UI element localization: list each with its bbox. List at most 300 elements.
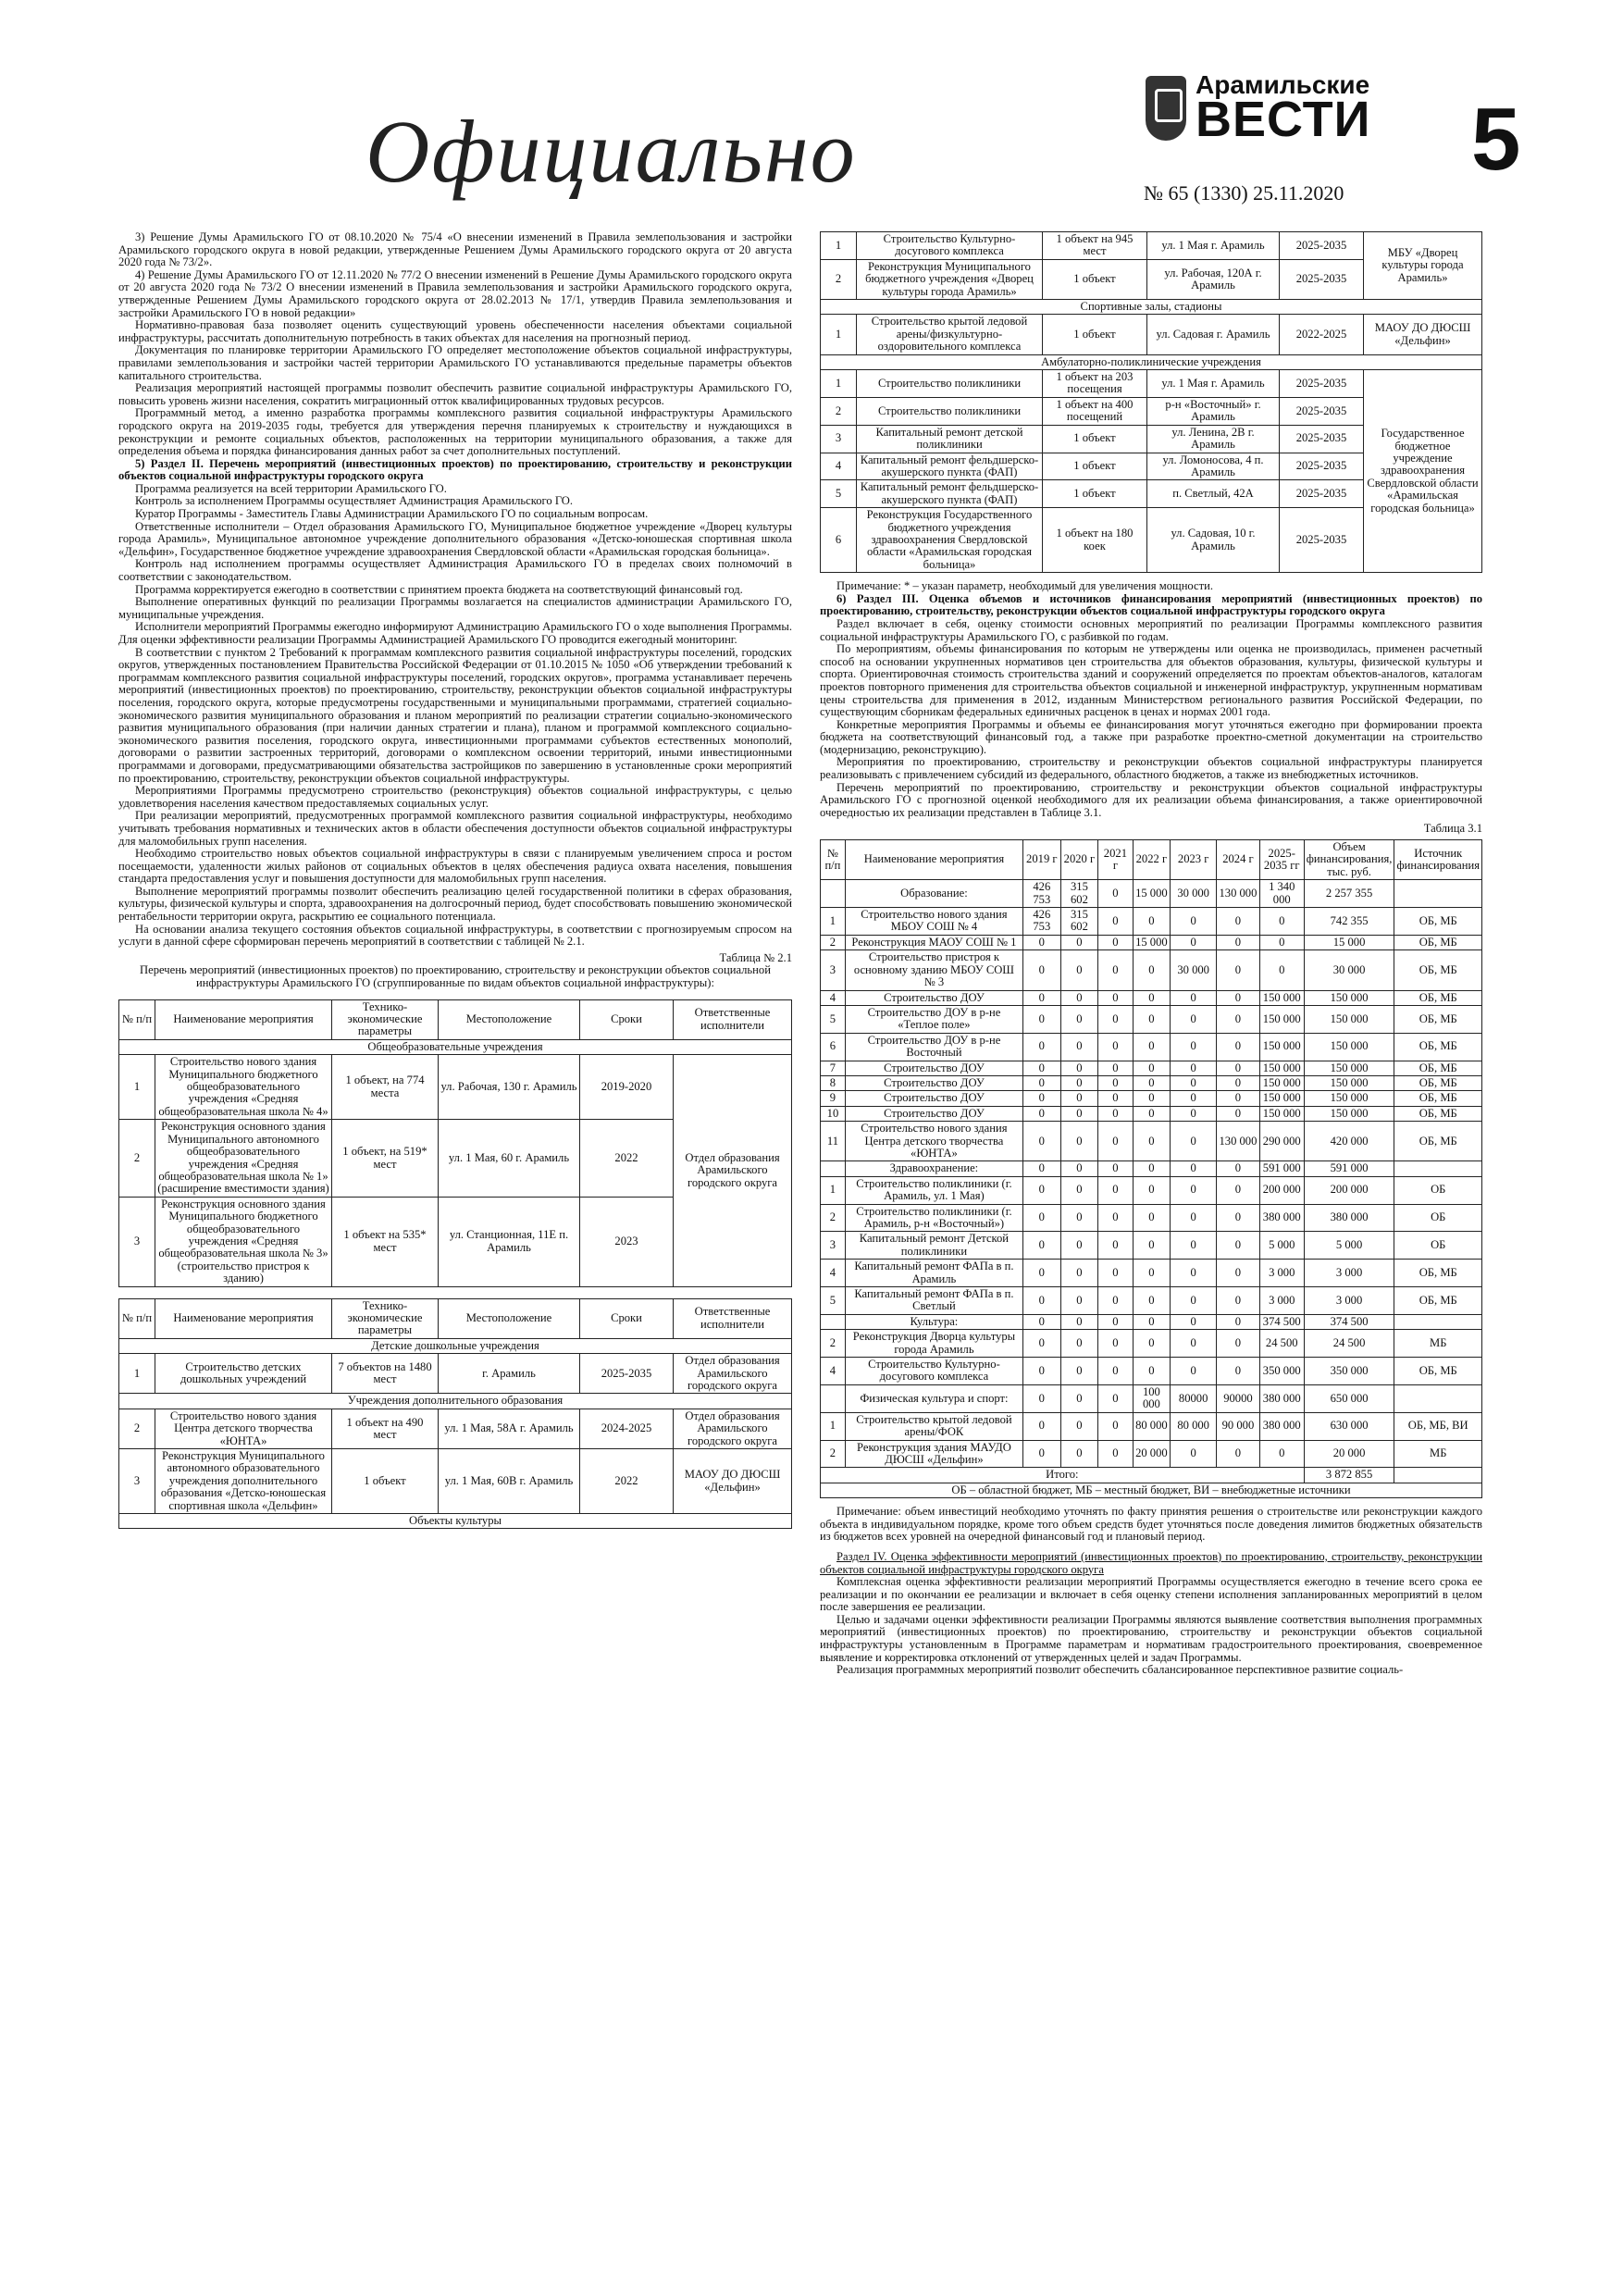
- cell: Строительство крытой ледовой арены/физкультурно-оздоровительного комплекса: [857, 315, 1043, 354]
- table-row: [821, 908, 1482, 936]
- section-heading: 6) Раздел III. Оценка объемов и источников финансирования мероприятий (инвестиционных проектов) по проектированию, строительству, реконструкции объектов социальной инфраструктуры городского округа: [820, 591, 1482, 618]
- cell: 1 объект, на 774 места: [332, 1055, 439, 1120]
- table-title: Перечень мероприятий (инвестиционных проектов) по проектированию, строительству и реконструкции объектов социальной инфраструктуры Арамильского ГО (сгруппированные по видам объектов социальной инфраструктуры):: [140, 963, 771, 990]
- table-row: [119, 1354, 792, 1394]
- cell: 650 000: [1304, 1384, 1394, 1412]
- cell: 0: [1171, 1091, 1217, 1106]
- cell: ул. 1 Мая, 60 г. Арамиль: [439, 1120, 580, 1197]
- cell: 0: [1171, 1358, 1217, 1385]
- cell: 1 объект: [1043, 480, 1147, 508]
- cell: 0: [1023, 1314, 1061, 1329]
- cell: 130 000: [1217, 880, 1260, 908]
- cell: 0: [1098, 1033, 1133, 1061]
- cell: 0: [1133, 1314, 1171, 1329]
- paragraph: Целью и задачами оценки эффективности реализации Программы являются выявление соответствия выполнения программных мероприятий (инвестиционных проектов) по проектированию, строительству и реконструкции объектов социальной инфраструктуры установленным в Программе параметрам и нормативам градостроительного проектирования, своевременное выявление и корректировка отклонений от утвержденных целей и задач Программы.: [820, 1612, 1482, 1664]
- cell: 150 000: [1304, 1106, 1394, 1121]
- header-cell: № п/п: [119, 1298, 155, 1338]
- cell: 150 000: [1304, 1091, 1394, 1106]
- paragraph: Нормативно-правовая база позволяет оценить существующий уровень обеспеченности населения объектами социальной инфраструктуры, рассчитать дополнительную потребность в таких объектах для населения на прогнозный период.: [118, 318, 792, 344]
- paragraph: Программа корректируется ежегодно в соответствии с принятием проекта бюджета на соответствующий финансовый год.: [135, 582, 743, 596]
- table-caption: Таблица № 2.1: [719, 950, 792, 964]
- cell: 5: [821, 1005, 846, 1033]
- paragraph: Необходимо строительство новых объектов социальной инфраструктуры в связи с планируемым увеличением спроса и ростом посещаемости, удаленности жилых районов от социальных объектов в целях обеспечения радиуса охвата населения, повышения стандарта предоставления услуг и повышения доступности для маломобильных групп населения.: [118, 847, 792, 886]
- cell: 150 000: [1259, 1033, 1304, 1061]
- cell: 2025-2035: [1280, 259, 1364, 299]
- cell: 0: [1060, 1161, 1098, 1176]
- cell: 0: [1171, 1122, 1217, 1161]
- cell: 0: [1133, 1358, 1171, 1385]
- cell: 0: [1133, 1260, 1171, 1287]
- legend-row: [821, 1483, 1482, 1497]
- cell: ул. Станционная, 11Е п. Арамиль: [439, 1197, 580, 1286]
- cell: 0: [1023, 950, 1061, 990]
- cell: 6: [821, 508, 857, 573]
- cell: 0: [1171, 990, 1217, 1005]
- cell: [1394, 1384, 1482, 1412]
- cell: Строительство ДОУ: [845, 1075, 1022, 1090]
- cell: 150 000: [1259, 1091, 1304, 1106]
- cell: 0: [1098, 1122, 1133, 1161]
- table-2-1-continued: [118, 1298, 792, 1530]
- cell: 0: [1023, 1161, 1061, 1176]
- cell: 0: [1023, 1091, 1061, 1106]
- cell: 3 000: [1304, 1287, 1394, 1315]
- cell: 0: [1098, 1412, 1133, 1440]
- cell: 0: [1060, 1176, 1098, 1204]
- cell: 20 000: [1304, 1440, 1394, 1468]
- table-body: [821, 880, 1482, 1468]
- cell: 0: [1023, 1412, 1061, 1440]
- cell: г. Арамиль: [439, 1354, 580, 1394]
- cell: Отдел образования Арамильского городского округа: [674, 1354, 792, 1394]
- paragraph: Программа реализуется на всей территории Арамильского ГО.: [135, 481, 447, 495]
- cell: 5 000: [1304, 1232, 1394, 1260]
- paragraph: Конкретные мероприятия Программы и объемы ее финансирования могут уточняться ежегодно при формировании проекта бюджета на соответствующий финансовый год, а также при разработке проектно-сметной документации на строительство (модернизацию, реконструкцию).: [820, 717, 1482, 756]
- cell: 0: [1217, 1091, 1260, 1106]
- table-row: [821, 1232, 1482, 1260]
- cell: ОБ, МБ: [1394, 1061, 1482, 1075]
- cell: 0: [1060, 1204, 1098, 1232]
- cell: Реконструкция основного здания Муниципального автономного общеобразовательного учреждения «Средняя общеобразовательная школа № 1» (расширение вместимости здания): [155, 1120, 332, 1197]
- cell: 0: [1217, 1314, 1260, 1329]
- cell: 0: [1259, 950, 1304, 990]
- cell: Строительство ДОУ в р-не «Теплое поле»: [845, 1005, 1022, 1033]
- note: Примечание: * – указан параметр, необходимый для увеличения мощности.: [836, 579, 1214, 593]
- cell: 380 000: [1259, 1204, 1304, 1232]
- cell: 0: [1098, 1061, 1133, 1075]
- header-cell: Ответственные исполнители: [674, 1298, 792, 1338]
- header-cell: № п/п: [821, 840, 846, 880]
- table-row: [119, 1409, 792, 1448]
- cell: ОБ, МБ: [1394, 1260, 1482, 1287]
- section-cell: Детские дошкольные учреждения: [119, 1338, 792, 1353]
- cell: 0: [1098, 1075, 1133, 1090]
- header-cell: Источник финансирования: [1394, 840, 1482, 880]
- cell: [821, 1161, 846, 1176]
- cell: ОБ, МБ: [1394, 1005, 1482, 1033]
- header-cell: 2019 г: [1023, 840, 1061, 880]
- cell: Строительство детских дошкольных учреждений: [155, 1354, 332, 1394]
- cell: 1 объект на 400 посещений: [1043, 397, 1147, 425]
- cell: Отдел образования Арамильского городского округа: [674, 1409, 792, 1448]
- cell: 0: [1060, 1033, 1098, 1061]
- cell: 0: [1133, 908, 1171, 936]
- cell: Реконструкция Муниципального автономного образовательного учреждения дополнительного образования «Детско-юношеская спортивная школа «Дельфин»: [155, 1449, 332, 1514]
- cell: 150 000: [1259, 1061, 1304, 1075]
- header-cell: Местоположение: [439, 999, 580, 1039]
- total-row: [821, 1468, 1482, 1483]
- table-row: [821, 1075, 1482, 1090]
- cell: 4: [821, 453, 857, 480]
- table-row: [821, 935, 1482, 949]
- cell: 0: [1060, 1440, 1098, 1468]
- cell: 0: [1171, 1204, 1217, 1232]
- cell: 90 000: [1217, 1412, 1260, 1440]
- cell: 1: [821, 370, 857, 398]
- cell: 150 000: [1259, 990, 1304, 1005]
- cell: 0: [1171, 935, 1217, 949]
- cell: 0: [1060, 1122, 1098, 1161]
- cell: 0: [1133, 1176, 1171, 1204]
- cell: п. Светлый, 42А: [1147, 480, 1280, 508]
- cell: 2022-2025: [1280, 315, 1364, 354]
- legend-cell: ОБ – областной бюджет, МБ – местный бюджет, ВИ – внебюджетные источники: [821, 1483, 1482, 1497]
- section-row: [119, 1039, 792, 1054]
- cell: 0: [1217, 1260, 1260, 1287]
- cell: 15 000: [1304, 935, 1394, 949]
- cell: [1394, 1314, 1482, 1329]
- cell: ОБ, МБ: [1394, 1106, 1482, 1121]
- cell: 11: [821, 1122, 846, 1161]
- cell: 0: [1060, 1260, 1098, 1287]
- table-row: [821, 370, 1482, 398]
- cell: 742 355: [1304, 908, 1394, 936]
- cell: 0: [1098, 1287, 1133, 1315]
- section-row: [821, 354, 1482, 369]
- paragraph: По мероприятиям, объемы финансирования по которым не утверждены или оценка не производилась, применен расчетный способ на основании укрупненных нормативов цен строительства для объектов образования, культуры, физической культуры и спорта. Ориентировочная стоимость строительства зданий и сооружений определяется по проектам объектов-аналогов, каталогам проектов повторного применения для строительства объектов социальной и инженерной инфраструктур, укрупненным нормативам цены строительства для применения в 2012, изданным Министерством регионального развития Российской Федерации, по существующим сборникам федеральных единичных расценок в ценах и нормах 2001 года.: [820, 642, 1482, 719]
- table-row: [821, 315, 1482, 354]
- total-value: 3 872 855: [1304, 1468, 1394, 1483]
- cell: 0: [1098, 908, 1133, 936]
- cell: 0: [1217, 1161, 1260, 1176]
- cell: 150 000: [1304, 1005, 1394, 1033]
- table-3-1: [820, 839, 1482, 1498]
- cell: 0: [1098, 1161, 1133, 1176]
- table-header-row: [119, 999, 792, 1039]
- header-cell: Местоположение: [439, 1298, 580, 1338]
- cell: 9: [821, 1091, 846, 1106]
- cell: 0: [1259, 908, 1304, 936]
- paragraph: Комплексная оценка эффективности реализации мероприятий Программы осуществляется ежегодно в течение всего срока ее реализации и по окончании ее реализации и включает в себя оценку степени исполнения запланированных мероприятий в целом после завершения ее реализации.: [820, 1575, 1482, 1614]
- cell: ул. Ломоносова, 4 п. Арамиль: [1147, 453, 1280, 480]
- table-header-row: [119, 1298, 792, 1338]
- page-number: 5: [1471, 90, 1521, 189]
- cell: 0: [1171, 1005, 1217, 1033]
- cell: 0: [1098, 1091, 1133, 1106]
- cell: 426 753: [1023, 880, 1061, 908]
- cell: 0: [1060, 1005, 1098, 1033]
- cell: 0: [1133, 1232, 1171, 1260]
- cell: 0: [1060, 1358, 1098, 1385]
- cell: 0: [1098, 1176, 1133, 1204]
- cell: 1 объект на 203 посещения: [1043, 370, 1147, 398]
- cell: 591 000: [1259, 1161, 1304, 1176]
- cell: МБ: [1394, 1440, 1482, 1468]
- cell: 30 000: [1304, 950, 1394, 990]
- cell: 0: [1171, 1176, 1217, 1204]
- cell: 0: [1060, 1314, 1098, 1329]
- cell: 0: [1217, 1440, 1260, 1468]
- cell: 80000: [1171, 1384, 1217, 1412]
- table-row: [821, 990, 1482, 1005]
- header-cell: № п/п: [119, 999, 155, 1039]
- cell: 0: [1217, 935, 1260, 949]
- cell: 1 объект, на 519* мест: [332, 1120, 439, 1197]
- cell: 0: [1023, 1384, 1061, 1412]
- cell: 3: [119, 1449, 155, 1514]
- cell: 0: [1023, 1106, 1061, 1121]
- cell: ОБ, МБ: [1394, 990, 1482, 1005]
- left-column: [118, 231, 792, 1529]
- cell: 0: [1023, 1061, 1061, 1075]
- cell: 1 объект: [1043, 453, 1147, 480]
- section-heading: 5) Раздел II. Перечень мероприятий (инвестиционных проектов) по проектированию, строительству и реконструкции объектов социальной инфраструктуры городского округа: [118, 456, 792, 483]
- cell: 0: [1217, 1106, 1260, 1121]
- cell: 10: [821, 1106, 846, 1121]
- cell: 0: [1133, 1161, 1171, 1176]
- cell: 2: [119, 1120, 155, 1197]
- cell: Культура:: [845, 1314, 1022, 1329]
- section-cell: Общеобразовательные учреждения: [119, 1039, 792, 1054]
- cell: 0: [1217, 1287, 1260, 1315]
- paragraph: Выполнение оперативных функций по реализации Программы возлагается на специалистов администрации Арамильского ГО, муниципальные учреждения.: [118, 595, 792, 621]
- section-cell: Спортивные залы, стадионы: [821, 300, 1482, 315]
- cell: Строительство нового здания МБОУ СОШ № 4: [845, 908, 1022, 936]
- paragraph: Раздел включает в себя, оценку стоимости основных мероприятий по реализации Программы комплексного развития социальной инфраструктуры Арамильского ГО, с разбивкой по годам.: [820, 616, 1482, 643]
- cell: 2025-2035: [1280, 480, 1364, 508]
- cell: 0: [1133, 1005, 1171, 1033]
- cell: 0: [1217, 1033, 1260, 1061]
- table-caption: Таблица 3.1: [1423, 822, 1482, 836]
- header-cell: 2024 г: [1217, 840, 1260, 880]
- cell: 0: [1023, 1330, 1061, 1358]
- cell: 0: [1171, 1314, 1217, 1329]
- cell: 2: [821, 935, 846, 949]
- cell: Строительство ДОУ: [845, 990, 1022, 1005]
- cell: 0: [1023, 1232, 1061, 1260]
- cell: 0: [1023, 1260, 1061, 1287]
- cell: 0: [1060, 990, 1098, 1005]
- cell: 315 602: [1060, 880, 1098, 908]
- cell: 2: [821, 397, 857, 425]
- page-title: Официально: [365, 102, 857, 201]
- table-row: [821, 1358, 1482, 1385]
- cell: 1: [821, 1412, 846, 1440]
- cell: 630 000: [1304, 1412, 1394, 1440]
- newspaper-logo: [1146, 67, 1371, 150]
- cell: 2: [821, 1204, 846, 1232]
- cell: 150 000: [1259, 1106, 1304, 1121]
- cell: 1 340 000: [1259, 880, 1304, 908]
- cell: ОБ, МБ: [1394, 950, 1482, 990]
- cell: 0: [1133, 1033, 1171, 1061]
- cell: 0: [1171, 1106, 1217, 1121]
- cell: Строительство ДОУ: [845, 1091, 1022, 1106]
- header-cell: Объем финансирования, тыс. руб.: [1304, 840, 1394, 880]
- paragraph: Контроль над исполнением программы осуществляет Администрация Арамильского ГО в пределах своих полномочий в соответствии с законодательством.: [118, 557, 792, 584]
- cell: 3 000: [1259, 1260, 1304, 1287]
- header-cell: Технико-экономические параметры: [332, 999, 439, 1039]
- cell: 200 000: [1304, 1176, 1394, 1204]
- cell: ОБ, МБ: [1394, 1122, 1482, 1161]
- header-cell: 2023 г: [1171, 840, 1217, 880]
- table-row: [821, 1091, 1482, 1106]
- cell: 380 000: [1259, 1384, 1304, 1412]
- paragraph: Куратор Программы - Заместитель Главы Администрации Арамильского ГО по социальным вопросам.: [135, 507, 649, 521]
- section-row: [119, 1514, 792, 1529]
- cell: 1 объект на 180 коек: [1043, 508, 1147, 573]
- cell: 0: [1098, 1005, 1133, 1033]
- table-row: [119, 1449, 792, 1514]
- cell: 0: [1098, 935, 1133, 949]
- cell: Строительство ДОУ в р-не Восточный: [845, 1033, 1022, 1061]
- paragraph: Исполнители мероприятий Программы ежегодно информируют Администрацию Арамильского ГО о ходе выполнения Программы. Для оценки эффективности реализации Программы Администрацией Арамильского ГО проводится ежегодный мониторинг.: [118, 620, 792, 646]
- cell: Строительство пристроя к основному зданию МБОУ СОШ № 3: [845, 950, 1022, 990]
- cell: 1: [119, 1055, 155, 1120]
- table-2-1: [118, 999, 792, 1287]
- cell: 2022: [580, 1449, 674, 1514]
- header-cell: Сроки: [580, 1298, 674, 1338]
- cell: 1: [821, 315, 857, 354]
- cell: [821, 880, 846, 908]
- cell: 150 000: [1259, 1005, 1304, 1033]
- cell: Строительство поликлиники: [857, 370, 1043, 398]
- paragraph: Реализация программных мероприятий позволит обеспечить сбалансированное перспективное развитие социаль-: [836, 1663, 1404, 1677]
- cell: 130 000: [1217, 1122, 1260, 1161]
- cell: МБ: [1394, 1330, 1482, 1358]
- cell: Реконструкция Муниципального бюджетного учреждения «Дворец культуры города Арамиль»: [857, 259, 1043, 299]
- paragraph: Мероприятия по проектированию, строительству и реконструкции объектов социальной инфраструктуры планируется реализовывать с привлечением субсидий из федерального, областного бюджетов, а также из внебюджетных источников.: [820, 755, 1482, 782]
- cell: 0: [1259, 1440, 1304, 1468]
- cell: 200 000: [1259, 1176, 1304, 1204]
- cell: 24 500: [1304, 1330, 1394, 1358]
- cell: 0: [1060, 1061, 1098, 1075]
- cell: Капитальный ремонт фельдшерско-акушерского пункта (ФАП): [857, 480, 1043, 508]
- cell: 2025-2035: [1280, 397, 1364, 425]
- cell: 3: [119, 1197, 155, 1286]
- cell: Строительство ДОУ: [845, 1061, 1022, 1075]
- paragraph: Выполнение мероприятий программы позволит обеспечить реализацию целей государственной политики в сферах образования, культуры, физической культуры и спорта, здравоохранения на долгосрочный период, будет способствовать повышению экономической рентабельности территории округа, раскрытию ее социального потенциала.: [118, 884, 792, 924]
- cell: 2: [821, 1330, 846, 1358]
- table-row: [821, 1005, 1482, 1033]
- cell: 591 000: [1304, 1161, 1394, 1176]
- table-row: [821, 1033, 1482, 1061]
- cell: 1: [821, 1176, 846, 1204]
- cell: 0: [1171, 1260, 1217, 1287]
- paragraph: 4) Решение Думы Арамильского ГО от 12.11.2020 № 77/2 О внесении изменений в Решение Думы Арамильского городского округа от 20 августа 2020 года № 73/2 О внесении изменений в Правила землепользования и застройки Арамильского городского округа, утвержденные Решением Думы Арамильского городского округа от 28.02.2013 № 17/1, утвердив Правила землепользования и застройки Арамильского ГО в новой редакции»: [118, 267, 792, 319]
- cell: 0: [1171, 908, 1217, 936]
- paragraph: Документация по планировке территории Арамильского ГО определяет местоположение объектов социальной инфраструктуры, правилами землепользования и застройки частей территории Арамильского ГО устанавливаются предельные параметры объектов капитального строительства.: [118, 343, 792, 382]
- cell: 0: [1217, 1204, 1260, 1232]
- cell: 2: [821, 259, 857, 299]
- cell: 2019-2020: [580, 1055, 674, 1120]
- table-row: [821, 1440, 1482, 1468]
- cell: 30 000: [1171, 880, 1217, 908]
- cell: 15 000: [1133, 935, 1171, 949]
- cell: 150 000: [1304, 1033, 1394, 1061]
- cell: 0: [1023, 1287, 1061, 1315]
- cell: 0: [1060, 1412, 1098, 1440]
- cell: 2: [119, 1409, 155, 1448]
- cell: 0: [1098, 1358, 1133, 1385]
- cell: ОБ, МБ: [1394, 935, 1482, 949]
- table-row: [821, 1122, 1482, 1161]
- cell: 0: [1098, 990, 1133, 1005]
- cell: 8: [821, 1075, 846, 1090]
- header-cell: 2025-2035 гг: [1259, 840, 1304, 880]
- cell: 150 000: [1304, 990, 1394, 1005]
- group-row: [821, 1314, 1482, 1329]
- cell: 5: [821, 480, 857, 508]
- cell: ОБ, МБ: [1394, 1075, 1482, 1090]
- cell: 0: [1133, 1287, 1171, 1315]
- cell: 0: [1133, 1075, 1171, 1090]
- table-row: [821, 1176, 1482, 1204]
- cell: ул. Рабочая, 130 г. Арамиль: [439, 1055, 580, 1120]
- total-label: Итого:: [821, 1468, 1305, 1483]
- cell: 2025-2035: [1280, 425, 1364, 453]
- cell: Реконструкция здания МАУДО ДЮСШ «Дельфин»: [845, 1440, 1022, 1468]
- cell: 0: [1217, 1176, 1260, 1204]
- table-row: [821, 1260, 1482, 1287]
- cell: 0: [1023, 990, 1061, 1005]
- cell: 15 000: [1133, 880, 1171, 908]
- cell: 0: [1023, 1358, 1061, 1385]
- cell: 80 000: [1171, 1412, 1217, 1440]
- cell: 1 объект: [1043, 259, 1147, 299]
- cell: 0: [1098, 880, 1133, 908]
- cell: 2022: [580, 1120, 674, 1197]
- table-row: [821, 950, 1482, 990]
- cell: 5: [821, 1287, 846, 1315]
- paragraph: 3) Решение Думы Арамильского ГО от 08.10.2020 № 75/4 «О внесении изменений в Правила землепользования и застройки Арамильского городского округа в новой редакции, утвержденные Решением Думы Арамильского городского округа от 20 августа 2020 года № 73/2».: [118, 230, 792, 269]
- cell: 0: [1060, 1091, 1098, 1106]
- table-header-row: [821, 840, 1482, 880]
- paragraph: В соответствии с пунктом 2 Требований к программам комплексного развития социальной инфраструктуры поселений, городских округов, утвержденных постановлением Правительства Российской Федерации от 01.10.2015 № 1050 «Об утверждении требований к программам комплексного развития социальной инфраструктуры поселений, городских округов», программа устанавливает перечень мероприятий (инвестиционных проектов) по проектированию, строительству, реконструкции объектов социальной инфраструктуры поселения, городского округа, которые предусмотрены государственными и муниципальными программами, стратегией социально-экономического развития муниципального образования и планом мероприятий по реализации стратегии социально-экономического развития муниципального образования (при наличии данных стратегии и плана), планом и программой комплексного социально-экономического развития поселения, городского округа, инвестиционными программами субъектов естественных монополий, договорами о развитии застроенных территорий, договорами о комплексном освоении территорий, иными инвестиционными программами и договорами, предусматривающими обязательства застройщиков по завершению в установленные сроки мероприятий по проектированию, строительству, реконструкции объектов социальной инфраструктуры.: [118, 645, 792, 785]
- cell: 2025-2035: [1280, 232, 1364, 260]
- cell: 3: [821, 950, 846, 990]
- cell: [821, 1384, 846, 1412]
- cell: 2: [821, 1440, 846, 1468]
- header-cell: 2022 г: [1133, 840, 1171, 880]
- cell: Капитальный ремонт ФАПа в п. Светлый: [845, 1287, 1022, 1315]
- cell: Строительство Культурно-досугового комплекса: [857, 232, 1043, 260]
- cell: Физическая культура и спорт:: [845, 1384, 1022, 1412]
- cell: 1 объект на 490 мест: [332, 1409, 439, 1448]
- cell: Государственное бюджетное учреждение здравоохранения Свердловской области «Арамильская городская больница»: [1364, 370, 1482, 573]
- cell: Отдел образования Арамильского городского округа: [674, 1055, 792, 1286]
- cell: 6: [821, 1033, 846, 1061]
- cell: ул. 1 Мая г. Арамиль: [1147, 370, 1280, 398]
- cell: 3: [821, 1232, 846, 1260]
- cell: 90000: [1217, 1384, 1260, 1412]
- cell: 0: [1098, 1330, 1133, 1358]
- cell: ОБ, МБ: [1394, 1033, 1482, 1061]
- section-row: [119, 1394, 792, 1409]
- cell: 350 000: [1259, 1358, 1304, 1385]
- cell: 20 000: [1133, 1440, 1171, 1468]
- paragraph: Программный метод, а именно разработка программы комплексного развития социальной инфраструктуры Арамильского городского округа на 2019-2035 годы, требуется для утверждения перечня планируемых к строительству и нуждающихся в реконструкции и ремонте социальных объектов, расположенных на территории муниципального образования, а также для определения объема и порядка финансирования данных работ за счет дополнительных поступлений.: [118, 406, 792, 458]
